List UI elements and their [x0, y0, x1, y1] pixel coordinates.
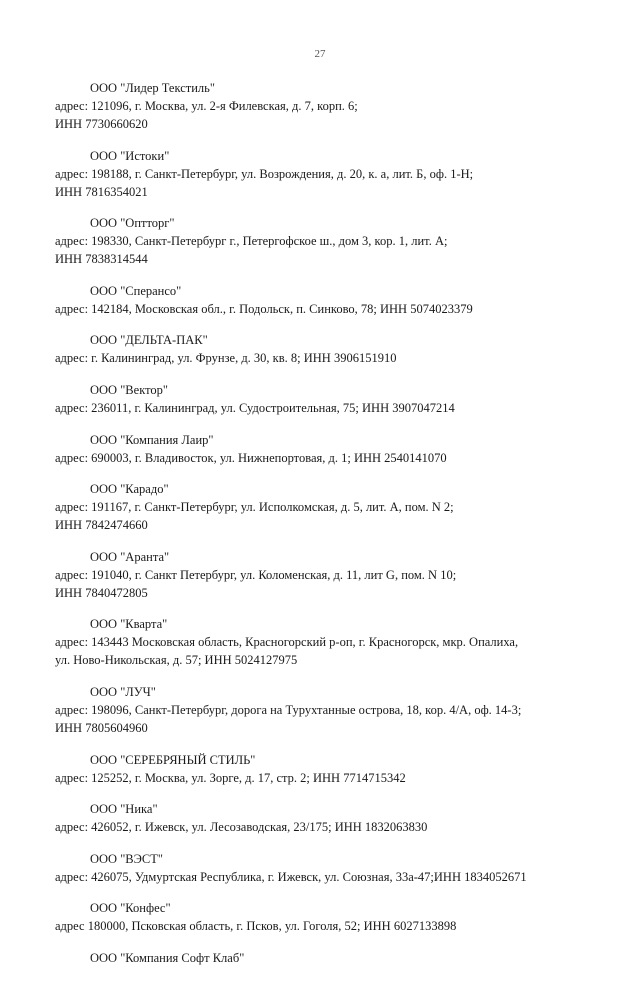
- company-name: ООО "ЛУЧ": [90, 684, 156, 699]
- company-address: адрес: 426052, г. Ижевск, ул. Лесозаводская, 23/175; ИНН 1832063830: [55, 820, 428, 835]
- company-name: ООО "Сперансо": [90, 283, 182, 298]
- company-name: ООО "Истоки": [90, 148, 170, 163]
- company-name: ООО "Аранта": [90, 549, 170, 564]
- company-address: адрес: 143443 Московская область, Красногорский р-оп, г. Красногорск, мкр. Опалиха, ул. Ново-Никольская, д. 57; ИНН 5024127975: [55, 635, 519, 668]
- company-address: адрес: 125252, г. Москва, ул. Зорге, д. 17, стр. 2; ИНН 7714715342: [55, 770, 406, 785]
- company-address: адрес: 121096, г. Москва, ул. 2-я Филевская, д. 7, корп. 6; ИНН 7730660620: [55, 99, 358, 131]
- company-name: ООО "Компания Лаир": [90, 432, 214, 447]
- list-item: [55, 949, 615, 967]
- list-item: [55, 548, 615, 602]
- list-item: [55, 79, 615, 133]
- list-item: [55, 431, 615, 467]
- company-name: ООО "Вектор": [90, 382, 169, 397]
- list-item: [55, 480, 615, 534]
- company-name: ООО "Конфес": [90, 901, 171, 916]
- list-item: [55, 147, 615, 201]
- company-address: адрес: 142184, Московская обл., г. Подольск, п. Синково, 78; ИНН 5074023379: [55, 301, 473, 316]
- list-item: [55, 282, 615, 318]
- company-name: ООО "Ника": [90, 802, 158, 817]
- company-name: ООО "Оптторг": [90, 216, 175, 231]
- company-address: адрес: 198096, Санкт-Петербург, дорога на Турухтанные острова, 18, кор. 4/А, оф. 14-3; ИНН 7805604960: [55, 702, 522, 735]
- company-address: адрес: г. Калининград, ул. Фрунзе, д. 30, кв. 8; ИНН 3906151910: [55, 351, 397, 366]
- company-address: адрес: 236011, г. Калининград, ул. Судостроительная, 75; ИНН 3907047214: [55, 400, 455, 415]
- company-address: адрес: 426075, Удмуртская Республика, г. Ижевск, ул. Союзная, 33а-47;ИНН 1834052671: [55, 869, 527, 884]
- company-address: адрес 180000, Псковская область, г. Псков, ул. Гоголя, 52; ИНН 6027133898: [55, 919, 457, 934]
- company-name: ООО "ДЕЛЬТА-ПАК": [90, 333, 208, 348]
- list-item: [55, 850, 615, 886]
- list-item: [55, 751, 615, 787]
- company-address: адрес: 690003, г. Владивосток, ул. Нижнепортовая, д. 1; ИНН 2540141070: [55, 450, 447, 465]
- company-list: [55, 79, 615, 981]
- company-address: адрес: 191167, г. Санкт-Петербург, ул. Исполкомская, д. 5, лит. А, пом. N 2; ИНН 7842474660: [55, 500, 454, 533]
- page-number: 27: [314, 48, 326, 60]
- company-name: ООО "ВЭСТ": [90, 851, 163, 866]
- list-item: [55, 214, 615, 268]
- list-item: [55, 615, 615, 669]
- company-name: ООО "Кварта": [90, 617, 168, 632]
- company-name: ООО "Лидер Текстиль": [90, 81, 215, 95]
- list-item: [55, 683, 615, 737]
- company-name: ООО "Карадо": [90, 482, 169, 497]
- list-item: [55, 800, 615, 836]
- company-name: ООО "Компания Софт Клаб": [90, 950, 245, 965]
- company-address: адрес: 191040, г. Санкт Петербург, ул. Коломенская, д. 11, лит G, пом. N 10; ИНН 7840472805: [55, 567, 457, 600]
- list-item: [55, 331, 615, 367]
- company-name: ООО "СЕРЕБРЯНЫЙ СТИЛЬ": [90, 752, 256, 767]
- list-item: [55, 381, 615, 417]
- company-address: адрес: 198330, Санкт-Петербург г., Петергофское ш., дом 3, кор. 1, лит. А; ИНН 7838314544: [55, 234, 448, 267]
- company-address: адрес: 198188, г. Санкт-Петербург, ул. Возрождения, д. 20, к. а, лит. Б, оф. 1-Н; ИНН 7816354021: [55, 166, 474, 199]
